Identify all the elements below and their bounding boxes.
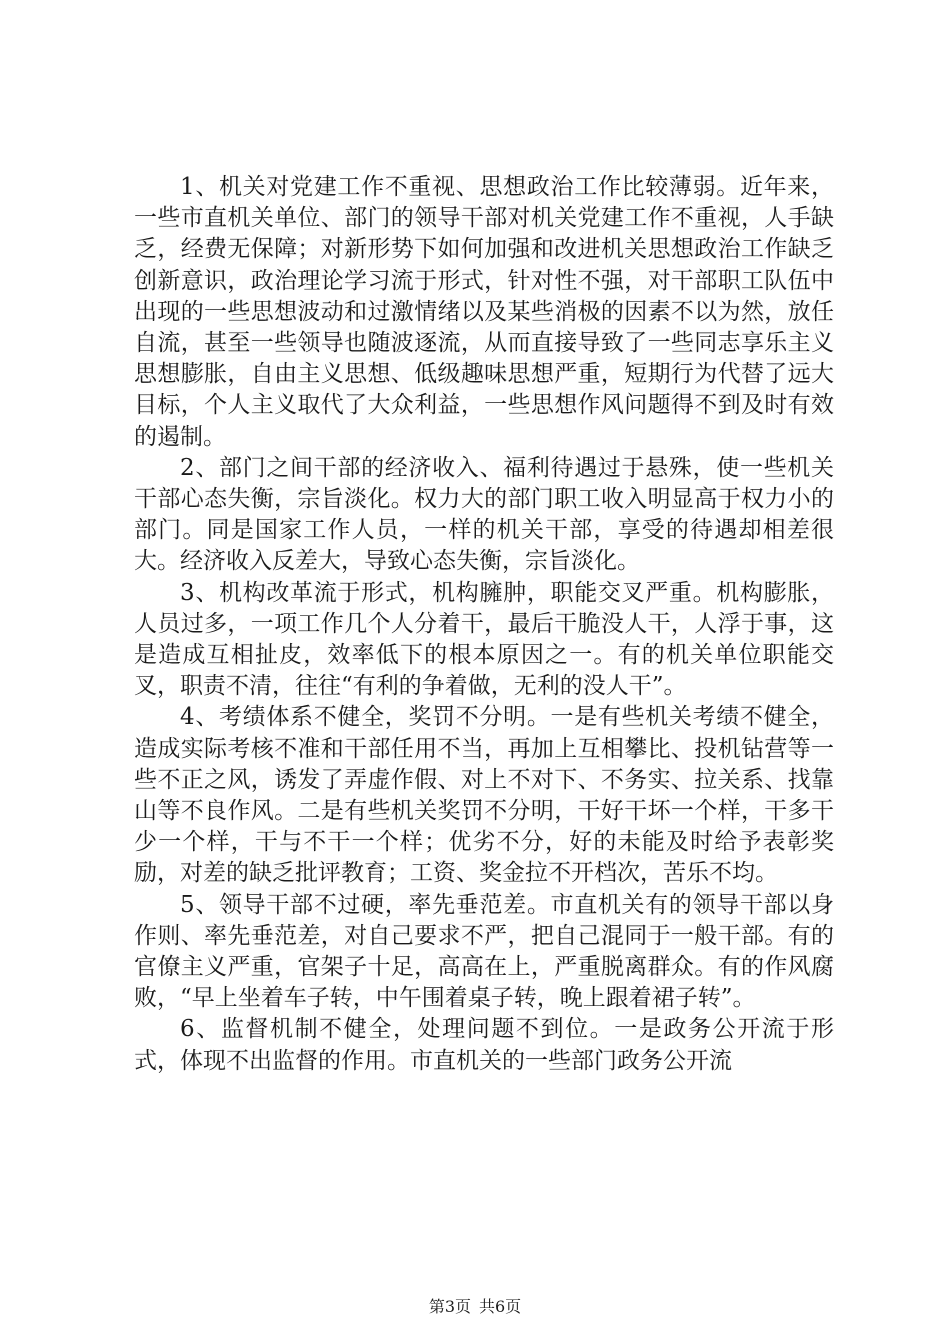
paragraph-6: 6、监督机制不健全，处理问题不到位。一是政务公开流于形式，体现不出监督的作用。市直机关的一些部门政务公开流 bbox=[134, 1016, 834, 1074]
page-number: 第3页 bbox=[428, 1297, 471, 1316]
page-total: 共6页 bbox=[479, 1297, 522, 1316]
page-footer bbox=[0, 1297, 950, 1317]
paragraph-4: 4、考绩体系不健全，奖罚不分明。一是有些机关考绩不健全，造成实际考核不准和干部任用不当，再加上互相攀比、投机钻营等一些不正之风，诱发了弄虚作假、对上不对下、不务实、拉关系、找靠山等不良作风。二是有些机关奖罚不分明，干好干坏一个样，干多干少一个样，干与不干一个样；优劣不分，好的未能及时给予表彰奖励，对差的缺乏批评教育；工资、奖金拉不开档次，苦乐不均。 bbox=[134, 704, 834, 887]
document-body bbox=[134, 172, 834, 1077]
paragraph-2: 2、部门之间干部的经济收入、福利待遇过于悬殊，使一些机关干部心态失衡，宗旨淡化。权力大的部门职工收入明显高于权力小的部门。同是国家工作人员，一样的机关干部，享受的待遇却相差很大。经济收入反差大，导致心态失衡，宗旨淡化。 bbox=[134, 454, 834, 575]
paragraph-5: 5、领导干部不过硬，率先垂范差。市直机关有的领导干部以身作则、率先垂范差，对自己要求不严，把自己混同于一般干部。有的官僚主义严重，官架子十足，高高在上，严重脱离群众。有的作风腐败，“早上坐着车子转，中午围着桌子转，晚上跟着裙子转”。 bbox=[134, 891, 834, 1012]
paragraph-1: 1、机关对党建工作不重视、思想政治工作比较薄弱。近年来，一些市直机关单位、部门的领导干部对机关党建工作不重视，人手缺乏，经费无保障；对新形势下如何加强和改进机关思想政治工作缺乏创新意识，政治理论学习流于形式，针对性不强，对干部职工队伍中出现的一些思想波动和过激情绪以及某些消极的因素不以为然，放任自流，甚至一些领导也随波逐流，从而直接导致了一些同志享乐主义思想膨胀，自由主义思想、低级趣味思想严重，短期行为代替了远大目标，个人主义取代了大众利益，一些思想作风问题得不到及时有效的遏制。 bbox=[134, 174, 834, 450]
paragraph-3: 3、机构改革流于形式，机构臃肿，职能交叉严重。机构膨胀，人员过多，一项工作几个人分着干，最后干脆没人干，人浮于事，这是造成互相扯皮，效率低下的根本原因之一。有的机关单位职能交叉，职责不清，往往“有利的争着做，无利的没人干”。 bbox=[134, 579, 834, 700]
